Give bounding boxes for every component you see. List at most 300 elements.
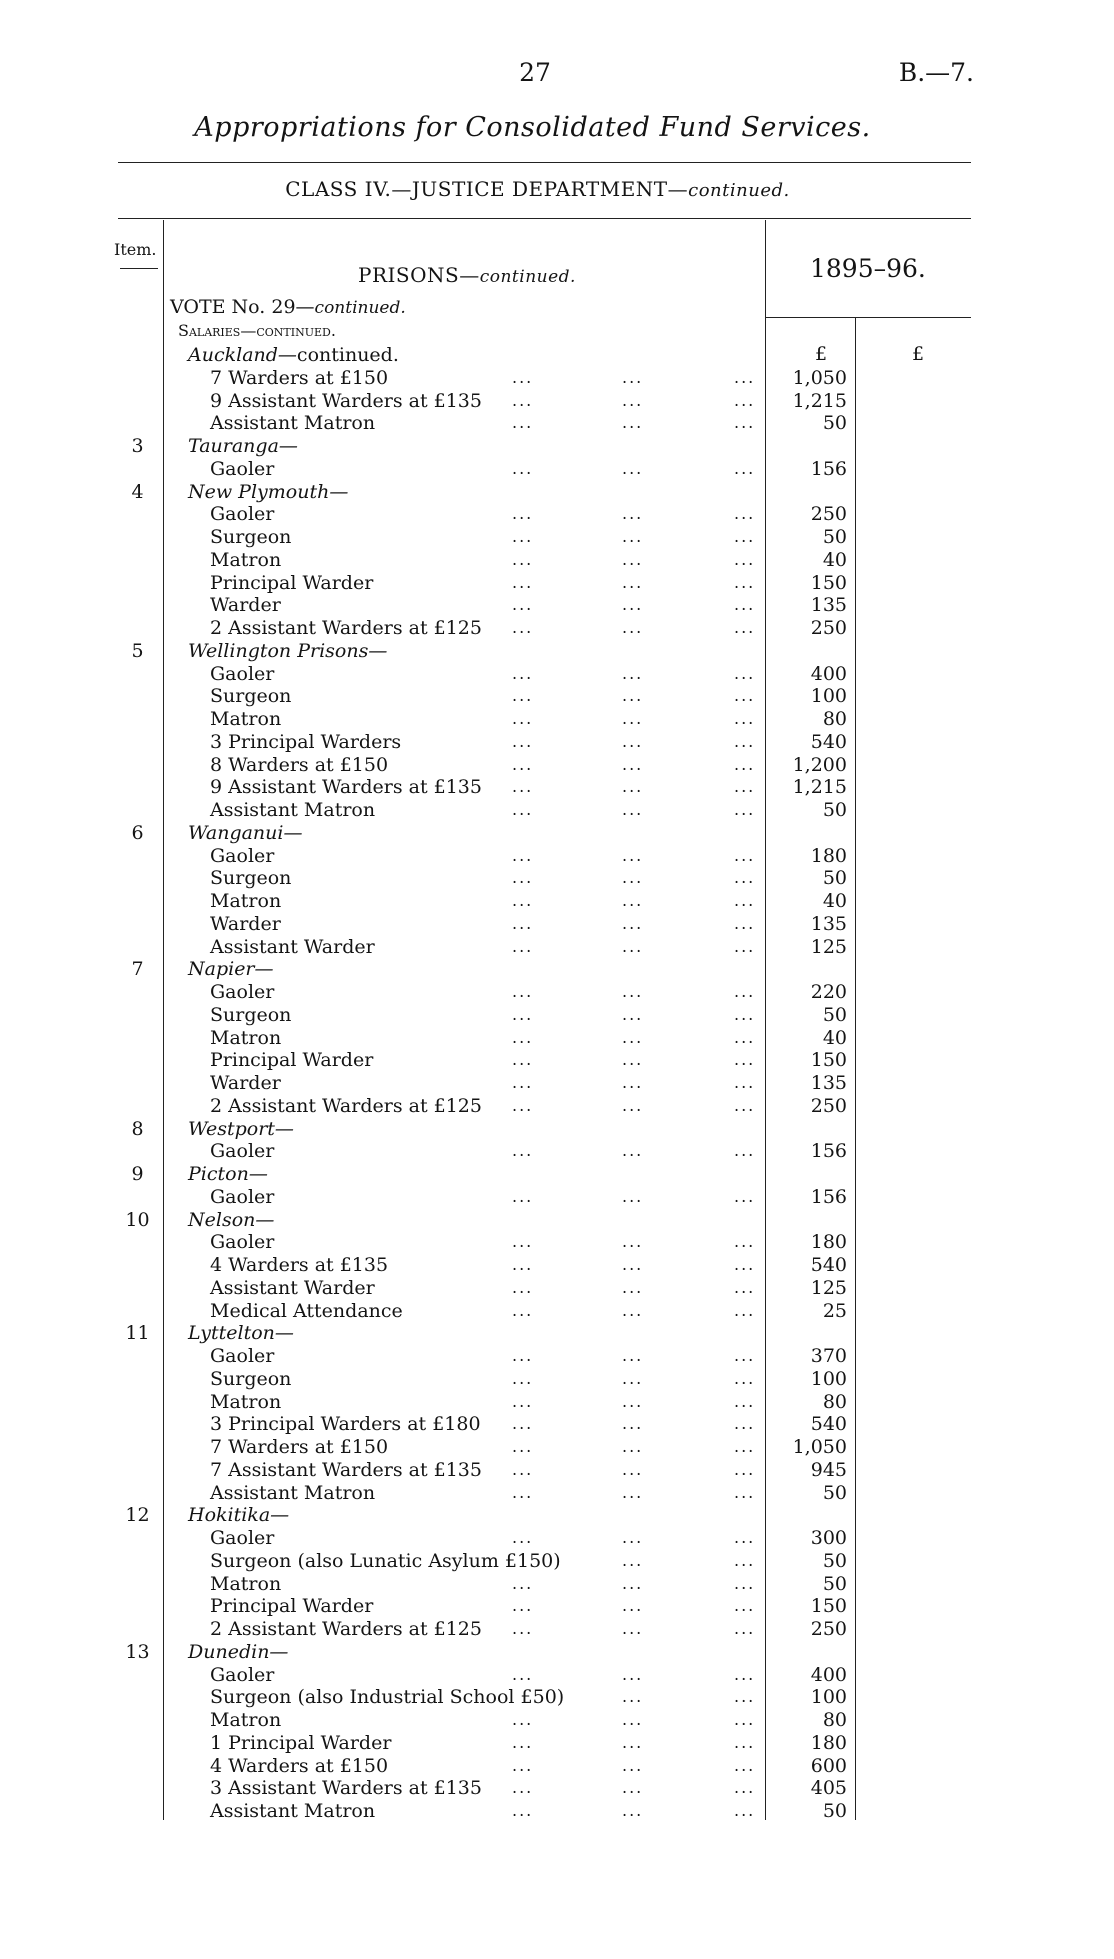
dot-leader: ... xyxy=(512,1346,534,1365)
dot-leader: ... xyxy=(734,1368,756,1388)
dot-leader: ... xyxy=(622,367,644,387)
amount: 50 xyxy=(822,1572,847,1595)
dot-leader: ... xyxy=(622,1437,644,1456)
amount: 400 xyxy=(810,662,847,685)
table-row xyxy=(0,1755,1114,1778)
entry-label: Matron xyxy=(210,1709,282,1731)
table-row xyxy=(0,1550,1114,1573)
amount: 50 xyxy=(822,867,847,890)
amount: 180 xyxy=(810,1731,847,1754)
amount: 1,215 xyxy=(792,776,847,799)
item-number: 8 xyxy=(131,1117,144,1140)
dot-leader: ... xyxy=(512,1027,534,1047)
dot-leader: ... xyxy=(734,1619,756,1638)
dot-leader: ... xyxy=(622,1801,644,1820)
amount: 150 xyxy=(810,571,847,594)
table-row xyxy=(0,936,1114,959)
dot-leader: ... xyxy=(622,913,644,933)
dot-leader: ... xyxy=(622,845,644,865)
item-number: 5 xyxy=(131,639,144,662)
entry-label: Gaoler xyxy=(210,1663,275,1686)
dot-leader: ... xyxy=(622,1027,644,1047)
dot-leader: ... xyxy=(512,1619,534,1638)
dot-leader: ... xyxy=(622,1255,644,1274)
dot-leader: ... xyxy=(512,1573,534,1593)
amount: 125 xyxy=(810,1276,847,1299)
table-row xyxy=(0,1345,1114,1368)
table-row xyxy=(0,503,1114,526)
dot-leader: ... xyxy=(622,458,644,478)
dot-leader: ... xyxy=(734,686,756,706)
amount: 50 xyxy=(822,1481,847,1504)
table-row xyxy=(0,1049,1114,1072)
dot-leader: ... xyxy=(512,1528,534,1547)
dot-leader: ... xyxy=(622,504,644,524)
currency-symbol-left: £ xyxy=(815,343,828,365)
dot-leader: ... xyxy=(622,1550,644,1570)
table-top-rule xyxy=(118,218,971,219)
dot-leader: ... xyxy=(512,1437,534,1456)
table-row xyxy=(0,1573,1114,1596)
amount: 150 xyxy=(810,1595,847,1618)
amount: 300 xyxy=(810,1527,847,1549)
amount: 540 xyxy=(810,1254,847,1276)
table-row xyxy=(0,776,1114,799)
entry-label: Surgeon (also Lunatic Asylum £150) xyxy=(210,1549,561,1572)
dot-leader: ... xyxy=(622,1596,644,1616)
appropriation-rows xyxy=(0,344,1114,1823)
entry-label: Surgeon xyxy=(210,685,292,708)
table-row xyxy=(0,572,1114,595)
entry-label: Gaoler xyxy=(210,1185,275,1208)
entry-label: Gaoler xyxy=(210,981,275,1003)
entry-label: Warder xyxy=(210,1072,281,1094)
item-header-underline xyxy=(120,268,158,269)
table-row xyxy=(0,1231,1114,1254)
table-row xyxy=(0,594,1114,617)
item-column-header: Item. xyxy=(114,240,157,259)
dot-leader: ... xyxy=(622,686,644,706)
dot-leader: ... xyxy=(512,1232,534,1252)
class-heading-main: CLASS IV.—JUSTICE DEPARTMENT— xyxy=(285,177,689,201)
amount: 50 xyxy=(822,1003,847,1026)
table-row xyxy=(0,390,1114,413)
station-row xyxy=(0,1641,1114,1664)
table-row xyxy=(0,663,1114,686)
station-suffix: continued. xyxy=(296,344,399,366)
amount: 80 xyxy=(822,708,847,730)
dot-leader: ... xyxy=(512,1300,534,1320)
table-row xyxy=(0,981,1114,1004)
amount: 945 xyxy=(810,1458,847,1481)
dot-leader: ... xyxy=(734,390,756,410)
dot-leader: ... xyxy=(734,1050,756,1070)
dot-leader: ... xyxy=(622,663,644,683)
dot-leader: ... xyxy=(734,891,756,910)
station-name: Westport— xyxy=(188,1117,294,1140)
dot-leader: ... xyxy=(734,618,756,637)
entry-label: Assistant Warder xyxy=(210,935,375,958)
amount: 50 xyxy=(822,412,847,435)
table-row xyxy=(0,913,1114,936)
dot-leader: ... xyxy=(734,868,756,888)
table-row xyxy=(0,708,1114,731)
amount: 40 xyxy=(822,890,847,912)
station-row xyxy=(0,481,1114,504)
entry-label: Surgeon xyxy=(210,526,292,548)
dot-leader: ... xyxy=(512,618,534,637)
amount: 180 xyxy=(810,1231,847,1254)
entry-label: Surgeon (also Industrial School £50) xyxy=(210,1686,565,1709)
dot-leader: ... xyxy=(622,572,644,592)
entry-label: Assistant Matron xyxy=(210,1481,376,1504)
dot-leader: ... xyxy=(734,1027,756,1047)
dot-leader: ... xyxy=(512,891,534,910)
entry-label: Principal Warder xyxy=(210,1049,374,1072)
dot-leader: ... xyxy=(734,527,756,546)
amount: 1,050 xyxy=(792,366,847,389)
dot-leader: ... xyxy=(512,1255,534,1274)
dot-leader: ... xyxy=(512,1391,534,1411)
dot-leader: ... xyxy=(512,709,534,728)
currency-symbol-right: £ xyxy=(912,343,925,365)
table-row xyxy=(0,1391,1114,1414)
dot-leader: ... xyxy=(734,1664,756,1684)
table-row xyxy=(0,1664,1114,1687)
dot-leader: ... xyxy=(512,367,534,387)
table-row xyxy=(0,1482,1114,1505)
dot-leader: ... xyxy=(622,1141,644,1161)
dot-leader: ... xyxy=(622,1459,644,1479)
entry-label: 4 Warders at £150 xyxy=(210,1754,389,1777)
dot-leader: ... xyxy=(512,731,534,751)
entry-label: Warder xyxy=(210,594,281,617)
dot-leader: ... xyxy=(622,1232,644,1252)
entry-label: Assistant Warder xyxy=(210,1276,375,1299)
table-row xyxy=(0,526,1114,549)
dot-leader: ... xyxy=(734,1801,756,1820)
entry-label: Surgeon xyxy=(210,1367,292,1390)
entry-label: Matron xyxy=(210,890,282,912)
amount: 80 xyxy=(822,1390,847,1413)
dot-leader: ... xyxy=(734,982,756,1001)
dot-leader: ... xyxy=(512,1414,534,1434)
section-title-continued: continued. xyxy=(479,267,576,287)
amount: 40 xyxy=(822,548,847,571)
item-number: 11 xyxy=(125,1322,150,1345)
table-row xyxy=(0,731,1114,754)
dot-leader: ... xyxy=(622,390,644,410)
dot-leader: ... xyxy=(512,1368,534,1388)
amount: 50 xyxy=(822,1549,847,1572)
dot-leader: ... xyxy=(622,1414,644,1434)
year-header-rule xyxy=(765,317,971,318)
dot-leader: ... xyxy=(622,1095,644,1115)
amount: 150 xyxy=(810,1049,847,1072)
table-row xyxy=(0,1777,1114,1800)
dot-leader: ... xyxy=(512,572,534,592)
dot-leader: ... xyxy=(622,1368,644,1388)
dot-leader: ... xyxy=(734,777,756,797)
entry-label: 3 Principal Warders at £180 xyxy=(210,1413,481,1436)
table-row xyxy=(0,1413,1114,1436)
dot-leader: ... xyxy=(622,1391,644,1411)
table-row xyxy=(0,1277,1114,1300)
dot-leader: ... xyxy=(734,1414,756,1434)
entry-label: 3 Assistant Warders at £135 xyxy=(210,1777,482,1800)
dot-leader: ... xyxy=(512,1073,534,1092)
amount: 405 xyxy=(810,1777,847,1800)
dot-leader: ... xyxy=(734,1687,756,1707)
dot-leader: ... xyxy=(622,1755,644,1775)
dot-leader: ... xyxy=(622,1528,644,1547)
dot-leader: ... xyxy=(512,1801,534,1820)
dot-leader: ... xyxy=(512,549,534,569)
dot-leader: ... xyxy=(734,1778,756,1798)
amount: 1,050 xyxy=(792,1436,847,1458)
dot-leader: ... xyxy=(734,413,756,433)
dot-leader: ... xyxy=(512,1732,534,1752)
dot-leader: ... xyxy=(512,1755,534,1775)
table-row xyxy=(0,1368,1114,1391)
dot-leader: ... xyxy=(622,891,644,910)
table-row xyxy=(0,1254,1114,1277)
dot-leader: ... xyxy=(622,731,644,751)
dot-leader: ... xyxy=(512,1710,534,1729)
dot-leader: ... xyxy=(734,1255,756,1274)
dot-leader: ... xyxy=(734,1710,756,1729)
dot-leader: ... xyxy=(734,1596,756,1616)
dot-leader: ... xyxy=(734,1095,756,1115)
amount: 1,215 xyxy=(792,389,847,412)
salaries-heading: Salaries—continued. xyxy=(178,321,336,340)
item-number: 12 xyxy=(125,1504,150,1527)
dot-leader: ... xyxy=(734,709,756,728)
dot-leader: ... xyxy=(512,595,534,615)
amount: 156 xyxy=(810,457,847,480)
dot-leader: ... xyxy=(622,1073,644,1092)
table-row xyxy=(0,799,1114,822)
dot-leader: ... xyxy=(734,1550,756,1570)
dot-leader: ... xyxy=(512,1277,534,1297)
dot-leader: ... xyxy=(734,913,756,933)
dot-leader: ... xyxy=(734,1141,756,1161)
table-row xyxy=(0,685,1114,708)
entry-label: Gaoler xyxy=(210,1345,275,1367)
dot-leader: ... xyxy=(734,1459,756,1479)
dot-leader: ... xyxy=(622,1482,644,1502)
dot-leader: ... xyxy=(512,1141,534,1161)
station-row xyxy=(0,1118,1114,1141)
entry-label: 9 Assistant Warders at £135 xyxy=(210,776,482,799)
table-row xyxy=(0,1095,1114,1118)
entry-label: Gaoler xyxy=(210,503,275,526)
entry-label: Gaoler xyxy=(210,1231,275,1254)
entry-label: Principal Warder xyxy=(210,1595,374,1618)
amount: 1,200 xyxy=(792,753,847,776)
table-row xyxy=(0,1072,1114,1095)
dot-leader: ... xyxy=(734,663,756,683)
item-number: 4 xyxy=(131,480,144,503)
table-row xyxy=(0,1800,1114,1823)
entry-label: Matron xyxy=(210,1026,282,1049)
dot-leader: ... xyxy=(512,1004,534,1024)
amount: 180 xyxy=(810,844,847,867)
amount: 250 xyxy=(810,503,847,526)
entry-label: Principal Warder xyxy=(210,571,374,594)
dot-leader: ... xyxy=(734,1391,756,1411)
amount: 370 xyxy=(810,1345,847,1367)
vote-heading-main: VOTE No. 29— xyxy=(170,296,315,318)
table-row xyxy=(0,1732,1114,1755)
station-name: New Plymouth— xyxy=(188,480,349,503)
dot-leader: ... xyxy=(622,618,644,637)
page-title: Appropriations for Consolidated Fund Services. xyxy=(194,112,871,143)
dot-leader: ... xyxy=(622,1277,644,1297)
dot-leader: ... xyxy=(622,1664,644,1684)
dot-leader: ... xyxy=(622,1710,644,1729)
dot-leader: ... xyxy=(512,1664,534,1684)
amount: 100 xyxy=(810,1367,847,1390)
dot-leader: ... xyxy=(622,1004,644,1024)
entry-label: Gaoler xyxy=(210,457,275,480)
amount: 250 xyxy=(810,1094,847,1117)
entry-label: Gaoler xyxy=(210,662,275,685)
document-reference: B.—7. xyxy=(898,58,974,87)
amount: 50 xyxy=(822,526,847,548)
dot-leader: ... xyxy=(512,913,534,933)
entry-label: Medical Attendance xyxy=(210,1299,403,1322)
entry-label: Matron xyxy=(210,1390,282,1413)
dot-leader: ... xyxy=(622,1186,644,1206)
station-row xyxy=(0,1322,1114,1345)
dot-leader: ... xyxy=(512,390,534,410)
class-heading xyxy=(0,177,1075,201)
dot-leader: ... xyxy=(622,982,644,1001)
table-row xyxy=(0,1709,1114,1732)
entry-label: 7 Assistant Warders at £135 xyxy=(210,1458,482,1481)
table-row xyxy=(0,1595,1114,1618)
entry-label: Matron xyxy=(210,708,282,730)
station-row xyxy=(0,640,1114,663)
amount: 40 xyxy=(822,1026,847,1049)
amount: 125 xyxy=(810,935,847,958)
dot-leader: ... xyxy=(734,1300,756,1320)
dot-leader: ... xyxy=(734,595,756,615)
item-number: 3 xyxy=(131,435,144,457)
year-header: 1895–96. xyxy=(810,254,926,283)
entry-label: Gaoler xyxy=(210,1527,275,1549)
amount: 50 xyxy=(822,1800,847,1822)
table-row xyxy=(0,754,1114,777)
dot-leader: ... xyxy=(734,1073,756,1092)
dot-leader: ... xyxy=(512,663,534,683)
station-row xyxy=(0,435,1114,458)
dot-leader: ... xyxy=(734,1732,756,1752)
entry-label: Assistant Matron xyxy=(210,412,376,435)
station-row xyxy=(0,1504,1114,1527)
vote-heading xyxy=(170,296,406,318)
dot-leader: ... xyxy=(734,1186,756,1206)
dot-leader: ... xyxy=(734,1346,756,1365)
amount: 135 xyxy=(810,594,847,617)
dot-leader: ... xyxy=(622,777,644,797)
entry-label: Surgeon xyxy=(210,1003,292,1026)
dot-leader: ... xyxy=(622,1687,644,1707)
amount: 250 xyxy=(810,1618,847,1640)
dot-leader: ... xyxy=(734,936,756,956)
dot-leader: ... xyxy=(622,754,644,774)
dot-leader: ... xyxy=(512,1596,534,1616)
dot-leader: ... xyxy=(512,527,534,546)
table-row xyxy=(0,1004,1114,1027)
item-number: 7 xyxy=(131,958,144,981)
section-title-main: PRISONS— xyxy=(358,263,480,287)
dot-leader: ... xyxy=(512,1459,534,1479)
dot-leader: ... xyxy=(622,1573,644,1593)
dot-leader: ... xyxy=(512,800,534,819)
amount: 80 xyxy=(822,1709,847,1731)
dot-leader: ... xyxy=(734,1277,756,1297)
dot-leader: ... xyxy=(512,686,534,706)
amount: 100 xyxy=(810,685,847,708)
station-name: Hokitika— xyxy=(188,1504,290,1527)
dot-leader: ... xyxy=(734,1528,756,1547)
table-row xyxy=(0,1459,1114,1482)
table-row xyxy=(0,1300,1114,1323)
dot-leader: ... xyxy=(734,1437,756,1456)
table-row xyxy=(0,1027,1114,1050)
dot-leader: ... xyxy=(512,458,534,478)
dot-leader: ... xyxy=(734,1004,756,1024)
dot-leader: ... xyxy=(734,1232,756,1252)
entry-label: Surgeon xyxy=(210,867,292,890)
dot-leader: ... xyxy=(734,1573,756,1593)
table-row xyxy=(0,890,1114,913)
amount: 50 xyxy=(822,799,847,821)
table-row xyxy=(0,1686,1114,1709)
dot-leader: ... xyxy=(622,868,644,888)
amount: 156 xyxy=(810,1140,847,1163)
table-row xyxy=(0,458,1114,481)
item-number: 6 xyxy=(131,821,144,844)
entry-label: 3 Principal Warders xyxy=(210,730,402,753)
amount: 400 xyxy=(810,1663,847,1686)
dot-leader: ... xyxy=(622,527,644,546)
entry-label: 2 Assistant Warders at £125 xyxy=(210,1618,482,1640)
table-row xyxy=(0,1186,1114,1209)
entry-label: Matron xyxy=(210,1572,282,1595)
dot-leader: ... xyxy=(512,754,534,774)
dot-leader: ... xyxy=(622,595,644,615)
dot-leader: ... xyxy=(734,549,756,569)
dot-leader: ... xyxy=(734,754,756,774)
dot-leader: ... xyxy=(512,777,534,797)
entry-label: 7 Warders at £150 xyxy=(210,366,389,389)
dot-leader: ... xyxy=(622,936,644,956)
dot-leader: ... xyxy=(512,1482,534,1502)
amount: 25 xyxy=(822,1299,847,1322)
entry-label: 2 Assistant Warders at £125 xyxy=(210,617,482,639)
dot-leader: ... xyxy=(512,1186,534,1206)
entry-label: Assistant Matron xyxy=(210,799,376,821)
station-name: Napier— xyxy=(188,958,274,981)
station-row xyxy=(0,344,1114,367)
table-row xyxy=(0,845,1114,868)
station-row xyxy=(0,958,1114,981)
dot-leader: ... xyxy=(734,731,756,751)
table-row xyxy=(0,617,1114,640)
